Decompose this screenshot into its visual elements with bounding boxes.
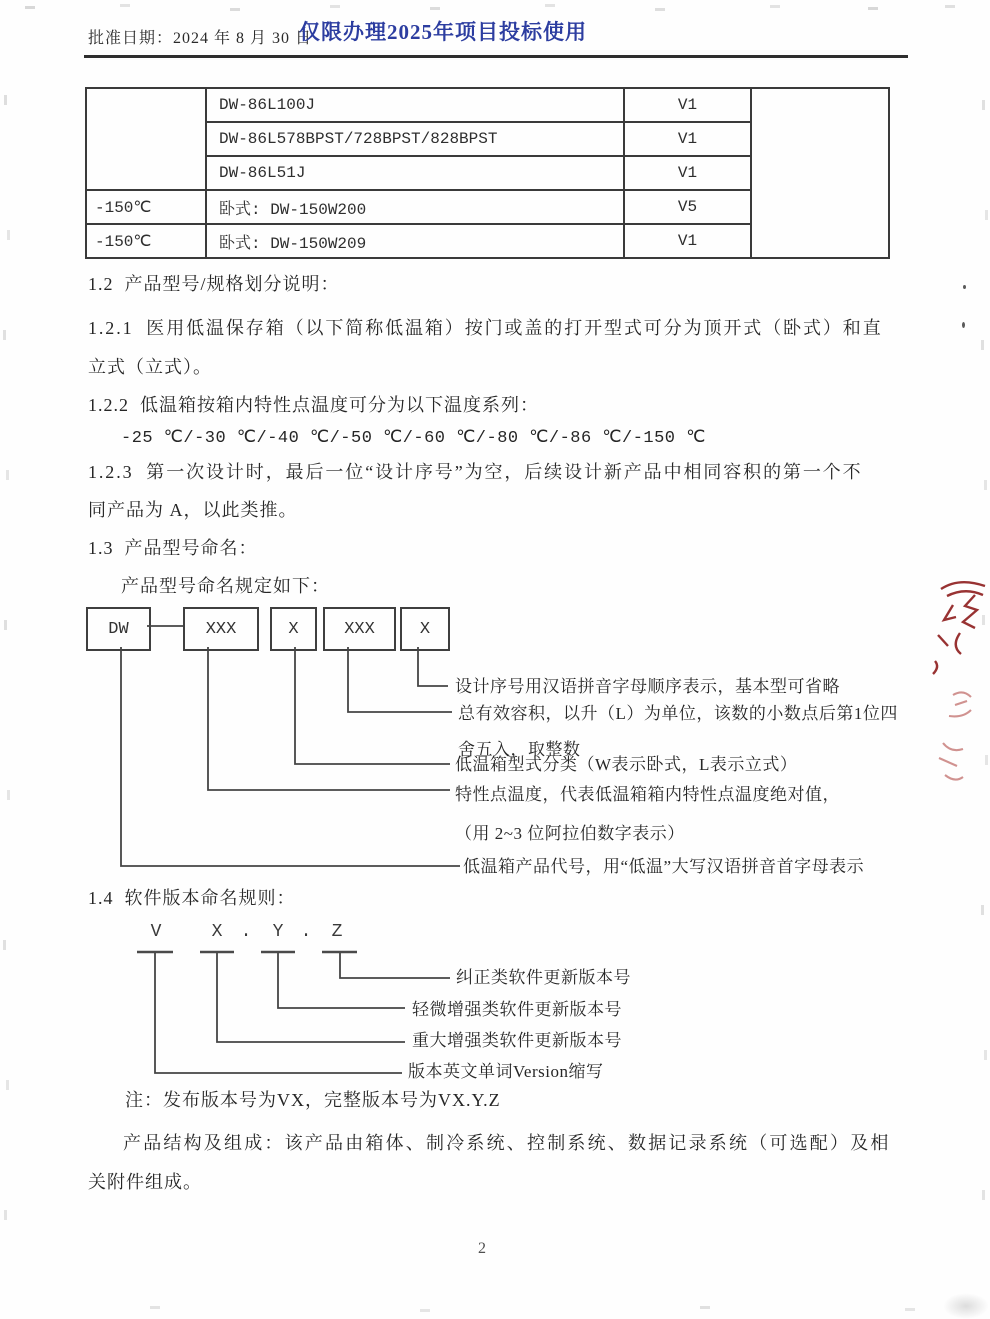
version-note: 注：发布版本号为VX，完整版本号为VX.Y.Z <box>125 1090 501 1110</box>
version-token-v: V <box>150 922 162 942</box>
page-number: 2 <box>478 1240 486 1257</box>
cell-temp: -150℃ <box>86 190 206 224</box>
model-box-xxx2: XXX <box>323 607 396 651</box>
section-1-2-2-heading: 1.2.2 低温箱按箱内特性点温度可分为以下温度系列： <box>88 395 539 415</box>
version-token-dot2: . <box>300 922 312 942</box>
scan-speck <box>962 322 965 328</box>
cell-version: V1 <box>624 156 751 190</box>
section-1-2-1-line2: 立式（立式）。 <box>88 357 212 377</box>
scan-noise <box>0 0 3 10</box>
section-1-2-3-line1: 1.2.3 第一次设计时，最后一位“设计序号”为空，后续设计新产品中相同容积的第一个不 <box>88 462 863 482</box>
approval-date-label <box>88 30 312 48</box>
cell-temp: -150℃ <box>86 224 206 258</box>
annotation-version-z: 纠正类软件更新版本号 <box>456 968 631 987</box>
version-token-dot1: . <box>240 922 252 942</box>
cell-version: V1 <box>624 88 751 122</box>
cell-model: DW-86L100J <box>206 88 624 122</box>
model-box-x2: X <box>400 607 450 651</box>
version-token-z: Z <box>331 922 343 942</box>
cell-blank-merged <box>751 88 889 258</box>
cell-temp-merged <box>86 88 206 190</box>
annotation-digit-note: （用 2~3 位阿拉伯数字表示） <box>455 824 685 843</box>
cell-model: DW-86L578BPST/728BPST/828BPST <box>206 122 624 156</box>
cell-version: V1 <box>624 122 751 156</box>
section-1-2-heading: 1.2 产品型号/规格划分说明： <box>88 274 340 294</box>
annotation-version-x: 重大增强类软件更新版本号 <box>412 1031 622 1050</box>
cell-model: 卧式: DW-150W209 <box>206 224 624 258</box>
temperature-series: -25 ℃/-30 ℃/-40 ℃/-50 ℃/-60 ℃/-80 ℃/-86 ℃/-150 ℃ <box>121 429 706 448</box>
model-box-xxx1: XXX <box>183 607 259 651</box>
approval-date-value: 2024 年 8 月 30 日 <box>173 30 313 47</box>
section-1-4-heading: 1.4 软件版本命名规则： <box>88 888 296 908</box>
table-row <box>86 88 889 122</box>
red-stamp-mark-light <box>925 685 985 795</box>
version-token-x: X <box>211 922 223 942</box>
annotation-type-class: 低温箱型式分类（W表示卧式，L表示立式） <box>455 755 798 774</box>
section-1-2-3-line2: 同产品为 A，以此类推。 <box>88 500 298 520</box>
model-box-dw: DW <box>86 607 151 651</box>
section-1-3-subheading: 产品型号命名规定如下： <box>121 576 330 596</box>
annotation-volume-line1: 总有效容积，以升（L）为单位，该数的小数点后第1位四 <box>458 704 898 723</box>
scan-speck <box>963 285 966 289</box>
annotation-volume-line2: 舍五入，取整数 <box>458 740 581 759</box>
version-token-y: Y <box>272 922 284 942</box>
annotation-version-v: 版本英文单词Version缩写 <box>408 1062 604 1081</box>
header-rule <box>84 55 908 58</box>
annotation-characteristic-temp: 特性点温度，代表低温箱箱内特性点温度绝对值， <box>455 785 840 804</box>
cell-model: DW-86L51J <box>206 156 624 190</box>
cell-model: 卧式: DW-150W200 <box>206 190 624 224</box>
annotation-design-serial: 设计序号用汉语拼音字母顺序表示，基本型可省略 <box>455 677 840 696</box>
approval-date-caption: 批准日期： <box>88 30 174 47</box>
annotation-version-y: 轻微增强类软件更新版本号 <box>412 1000 622 1019</box>
restriction-notice-stamp: 仅限办理2025年项目投标使用 <box>299 20 587 44</box>
cell-version: V5 <box>624 190 751 224</box>
scan-smudge <box>943 1293 989 1319</box>
model-box-x1: X <box>270 607 317 651</box>
red-stamp-mark-dark <box>925 575 990 680</box>
cell-version: V1 <box>624 224 751 258</box>
annotation-product-code: 低温箱产品代号，用“低温”大写汉语拼音首字母表示 <box>463 857 865 876</box>
composition-line1: 产品结构及组成：该产品由箱体、制冷系统、控制系统、数据记录系统（可选配）及相 <box>123 1133 891 1153</box>
section-1-3-heading: 1.3 产品型号命名： <box>88 538 258 558</box>
model-version-table <box>85 87 890 259</box>
composition-line2: 关附件组成。 <box>88 1172 202 1192</box>
section-1-2-1-line1: 1.2.1 医用低温保存箱（以下简称低温箱）按门或盖的打开型式可分为顶开式（卧式）和直 <box>88 318 883 338</box>
